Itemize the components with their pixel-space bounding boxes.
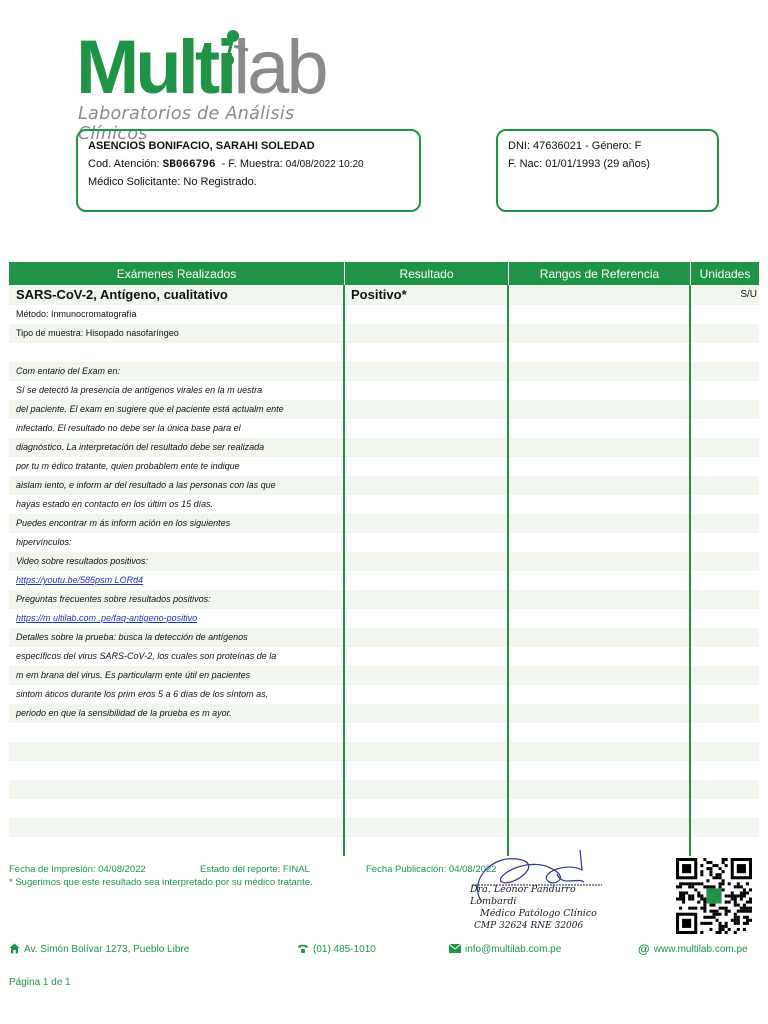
comment-line: periodo en que la sensibilidad de la prueba es m ayor. [9,704,345,723]
hyperlink[interactable]: https://m ultilab.com .pe/faq-antigeno-positivo [16,613,198,623]
empty-cell [691,381,759,400]
empty-cell [509,628,691,647]
empty-cell [691,362,759,381]
empty-cell [345,628,509,647]
empty-cell [691,818,759,837]
empty-cell [691,495,759,514]
empty-cell [345,457,509,476]
comment-line [9,343,345,362]
table-row [9,343,759,362]
table-row [9,419,759,438]
table-row [9,723,759,742]
page-number: Página 1 de 1 [9,977,71,988]
empty-cell [509,324,691,343]
table-row [9,685,759,704]
empty-cell [345,609,509,628]
empty-cell [691,685,759,704]
comment-line: Com entario del Exam en: [9,362,345,381]
table-body [9,285,759,856]
empty-cell [509,457,691,476]
empty-cell [509,362,691,381]
header-exams: Exámenes Realizados [9,262,345,285]
comment-link[interactable] [9,571,345,590]
empty-cell [345,438,509,457]
patient-id-box [496,129,719,212]
empty-cell [345,552,509,571]
comment-line: sintom áticos durante los prim eros 5 a 6 días de los síntom as, [9,685,345,704]
comment-line: Video sobre resultados positivos: [9,552,345,571]
comment-line: Detalles sobre la prueba: busca la detección de antígenos [9,628,345,647]
website[interactable] [638,943,748,955]
envelope-icon [449,943,461,955]
empty-cell [345,723,509,742]
table-row [9,324,759,343]
table-row [9,799,759,818]
empty-cell [345,305,509,324]
empty-cell [509,704,691,723]
cod-label: Cod. Atención: [88,157,160,170]
empty-cell [509,609,691,628]
empty-cell [345,571,509,590]
empty-cell [691,419,759,438]
empty-cell [691,628,759,647]
table-row [9,742,759,761]
empty-cell [691,723,759,742]
empty-cell [509,799,691,818]
empty-cell [691,438,759,457]
comment-line: Sí se detectó la presencia de antígenos virales en la m uestra [9,381,345,400]
exam-reference [509,285,691,305]
doctor-cmp: CMP 32624 RNE 32006 [474,921,584,931]
comment-line [9,742,345,761]
comment-line: aislam iento, e inform ar del resultado a las personas con las que [9,476,345,495]
comment-line: por tu m édico tratante, quien probablem ente te indique [9,457,345,476]
empty-cell [509,381,691,400]
table-row [9,305,759,324]
phone [297,943,376,956]
empty-cell [691,761,759,780]
empty-cell [509,666,691,685]
empty-cell [509,438,691,457]
empty-cell [345,799,509,818]
comment-line: Método: Inmunocromatografía [9,305,345,324]
empty-cell [691,324,759,343]
empty-cell [509,780,691,799]
patient-name: ASENCIOS BONIFACIO, SARAHI SOLEDAD [88,140,315,152]
address [9,943,189,956]
empty-cell [691,476,759,495]
empty-cell [509,476,691,495]
table-row [9,704,759,723]
empty-cell [691,305,759,324]
empty-cell [509,514,691,533]
header-result: Resultado [345,262,509,285]
report-status: Estado del reporte: FINAL [200,864,310,875]
empty-cell [509,495,691,514]
empty-cell [345,419,509,438]
muestra-value: 04/08/2022 10:20 [285,158,364,170]
birth-date: F. Nac: 01/01/1993 (29 años) [508,157,650,170]
table-row [9,818,759,837]
header-units: Unidades [699,266,751,281]
empty-cell [345,780,509,799]
comment-line [9,723,345,742]
dni-gender: DNI: 47636021 - Género: F [508,140,642,152]
empty-cell [509,533,691,552]
table-row [9,666,759,685]
attention-line [88,156,409,175]
empty-cell [345,685,509,704]
table-row [9,761,759,780]
empty-cell [345,362,509,381]
header-reference: Rangos de Referencia [509,262,691,285]
comment-link[interactable] [9,609,345,628]
empty-cell [691,343,759,362]
muestra-label: - F. Muestra: [221,157,283,170]
empty-cell [509,818,691,837]
empty-cell [509,305,691,324]
logo-subtitle: Laboratorios de Análisis Clínicos [78,104,295,144]
multilab-logo [76,22,346,144]
empty-cell [509,761,691,780]
comment-line: diagnóstico. La interpretación del resultado debe ser realizada [9,438,345,457]
table-row [9,590,759,609]
table-row [9,438,759,457]
table-row [9,495,759,514]
comment-line: Puedes encontrar m ás inform ación en los siguientes [9,514,345,533]
empty-cell [345,590,509,609]
empty-cell [345,761,509,780]
doctor-name: Dra. Leonor Pandurro Lombardi [470,884,576,907]
requesting-doctor: Médico Solicitante: No Registrado. [88,176,257,188]
empty-cell [345,742,509,761]
empty-cell [345,533,509,552]
table-row [9,476,759,495]
table-row [9,552,759,571]
print-date: Fecha de Impresión: 04/08/2022 [9,864,146,875]
table-row [9,628,759,647]
table-row [9,780,759,799]
empty-cell [691,780,759,799]
table-row [9,837,759,856]
doctor-title: Médico Patólogo Clínico [480,908,597,919]
empty-cell [691,647,759,666]
empty-cell [345,704,509,723]
comment-line: específicos del virus SARS-CoV-2, los cuales son proteínas de la [9,647,345,666]
empty-cell [345,381,509,400]
comment-line [9,818,345,837]
empty-cell [691,742,759,761]
comment-line [9,799,345,818]
table-header [9,262,759,285]
results-table [9,262,759,856]
empty-cell [509,590,691,609]
email-text[interactable]: info@multilab.com.pe [465,943,562,955]
empty-cell [509,723,691,742]
phone-text: (01) 485-1010 [313,944,376,955]
comment-line [9,837,345,856]
empty-cell [345,647,509,666]
comment-line: del paciente. El exam en sugiere que el paciente está actualm ente [9,400,345,419]
empty-cell [691,400,759,419]
empty-cell [691,666,759,685]
comment-line: Preguntas frecuentes sobre resultados positivos: [9,590,345,609]
exam-name: SARS-CoV-2, Antígeno, cualitativo [9,285,345,305]
interpretation-note: * Sugerimos que este resultado sea interpretado por su médico tratante. [9,877,313,888]
empty-cell [691,609,759,628]
at-icon: @ [638,942,650,956]
empty-cell [345,818,509,837]
empty-cell [691,457,759,476]
cod-value: SB066796 [162,158,216,171]
address-text: Av. Simón Bolívar 1273, Pueblo Libre [24,944,190,955]
empty-cell [345,666,509,685]
empty-cell [691,514,759,533]
home-icon [9,943,20,956]
empty-cell [345,476,509,495]
website-text[interactable]: www.multilab.com.pe [653,943,748,955]
table-row [9,647,759,666]
logo-wordmark: Multilab [76,25,326,110]
empty-cell [345,514,509,533]
comment-line: infectado. El resultado no debe ser la única base para el [9,419,345,438]
table-row [9,514,759,533]
empty-cell [691,590,759,609]
empty-cell [691,799,759,818]
comment-line: hayas estado en contacto en los últim os 15 días. [9,495,345,514]
phone-icon [297,943,309,956]
doctor-signature [470,884,620,932]
empty-cell [691,571,759,590]
empty-cell [509,742,691,761]
table-row [9,609,759,628]
empty-cell [691,552,759,571]
comment-line [9,780,345,799]
empty-cell [691,533,759,552]
patient-info-box [76,129,421,212]
empty-cell [345,324,509,343]
exam-result: Positivo* [345,285,509,305]
hyperlink[interactable]: https://youtu.be/586psm LORd4 [16,575,144,585]
empty-cell [345,495,509,514]
comment-line: m em brana del virus. Es particularm ente útil en pacientes [9,666,345,685]
qr-code [676,858,752,934]
empty-cell [509,571,691,590]
empty-cell [509,400,691,419]
comment-line [9,761,345,780]
table-row [9,571,759,590]
empty-cell [509,552,691,571]
email[interactable] [449,943,561,955]
empty-cell [691,704,759,723]
publication-date: Fecha Publicación: 04/08/2022 [366,864,497,875]
table-row [9,285,759,305]
empty-cell [509,685,691,704]
table-row [9,400,759,419]
empty-cell [509,647,691,666]
table-row [9,457,759,476]
exam-units: S/U [740,289,757,300]
empty-cell [691,837,759,856]
empty-cell [345,400,509,419]
comment-line: Tipo de muestra: Hisopado nasofaríngeo [9,324,345,343]
table-row [9,362,759,381]
empty-cell [509,419,691,438]
table-row [9,533,759,552]
comment-line: hipervínculos: [9,533,345,552]
empty-cell [509,343,691,362]
empty-cell [345,343,509,362]
table-row [9,381,759,400]
